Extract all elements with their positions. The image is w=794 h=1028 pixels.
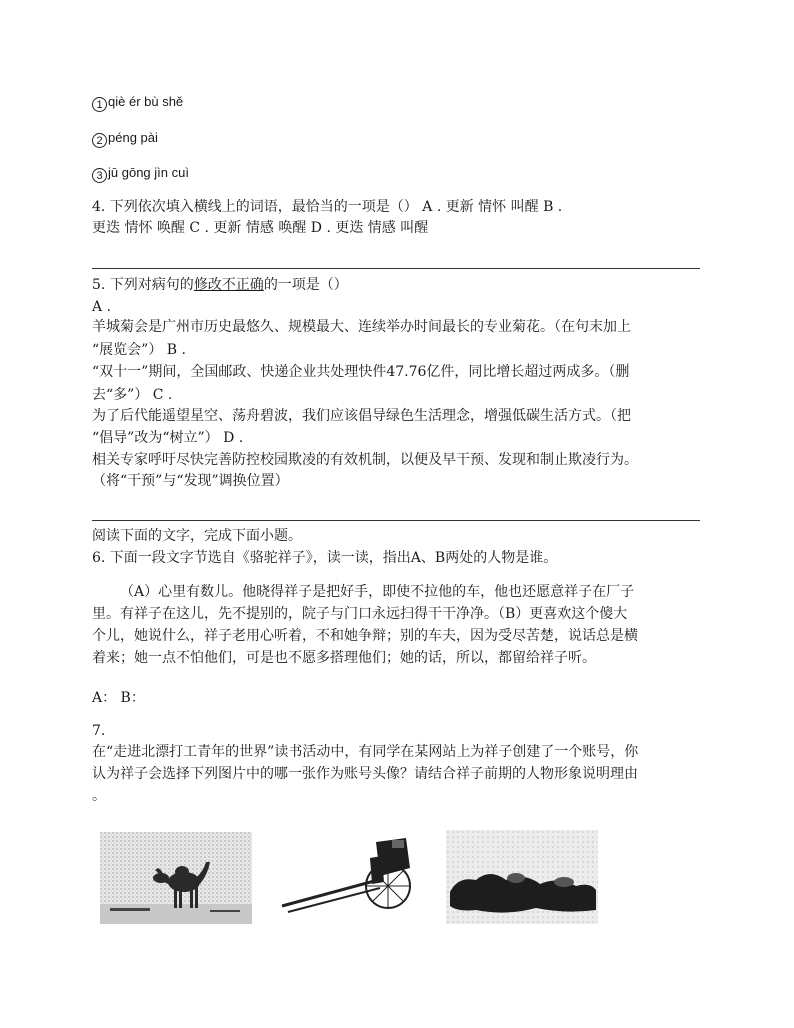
reading-intro: 阅读下面的文字，完成下面小题。 bbox=[92, 528, 302, 544]
passage-line-1: （A）心里有数儿。他晓得祥子是把好手，即使不拉他的车，他也还愿意祥子在厂子 bbox=[120, 584, 635, 600]
smoke-image[interactable] bbox=[446, 830, 598, 924]
q5-line-5: 为了后代能遥望星空、荡舟碧波，我们应该倡导绿色生活理念，增强低碳生活方式。（把 bbox=[92, 408, 631, 424]
q5-line-3: “双十一”期间，全国邮政、快递企业共处理快件47.76亿件，同比增长超过两成多。（删 bbox=[92, 364, 630, 380]
pinyin-text-2: péng pài bbox=[108, 130, 158, 145]
q5-line-6: “倡导”改为“树立”） D . bbox=[92, 430, 244, 446]
pinyin-item-3 bbox=[92, 163, 189, 183]
pinyin-item-2 bbox=[92, 128, 158, 148]
circled-number-1: 1 bbox=[92, 97, 107, 112]
circled-number-3: 3 bbox=[92, 168, 107, 183]
passage-line-4: 着来；她一点不怕他们，可是也不愿多搭理他们；她的话，所以，都留给祥子听。 bbox=[92, 650, 596, 666]
passage-line-2: 里。有祥子在这儿，先不提别的，院子与门口永远扫得干干净净。（B）更喜欢这个傻大 bbox=[92, 606, 628, 622]
divider-2 bbox=[92, 520, 700, 521]
q4-line-2: 更迭 情怀 唤醒 C . 更新 情感 唤醒 D . 更迭 情感 叫醒 bbox=[92, 220, 429, 236]
rickshaw-image[interactable] bbox=[278, 828, 428, 923]
smoke-illustration bbox=[446, 830, 598, 924]
q7-line-3: 。 bbox=[92, 788, 106, 804]
passage-line-3: 个儿，她说什么，祥子老用心听着，不和她争辩；别的车夫，因为受尽苦楚，说话总是横 bbox=[92, 628, 638, 644]
q5-option-a-label: A . bbox=[92, 299, 112, 315]
q5-line-2: “展览会”） B . bbox=[92, 342, 186, 358]
pinyin-text-1: qiè ér bù shě bbox=[108, 94, 184, 109]
q6-answer-line: A： B： bbox=[92, 690, 145, 706]
q6-stem: 6. 下面一段文字节选自《骆驼祥子》，读一读，指出A、B两处的人物是谁。 bbox=[92, 550, 558, 566]
pinyin-text-3: jū gōng jìn cuì bbox=[108, 165, 189, 180]
q7-line-1: 在“走进北漂打工青年的世界”读书活动中，有同学在某网站上为祥子创建了一个账号，你 bbox=[92, 744, 639, 760]
q7-line-2: 认为祥子会选择下列图片中的哪一张作为账号头像？请结合祥子前期的人物形象说明理由 bbox=[92, 766, 638, 782]
q5-stem-prefix: 5. 下列对病句的 bbox=[92, 277, 194, 293]
camel-illustration bbox=[100, 832, 252, 924]
camel-image[interactable] bbox=[100, 832, 252, 924]
q5-line-7: 相关专家呼吁尽快完善防控校园欺凌的有效机制，以便及早干预、发现和制止欺凌行为。 bbox=[92, 452, 638, 468]
q4-line-1: 4. 下列依次填入横线上的词语，最恰当的一项是（） A . 更新 情怀 叫醒 B . bbox=[92, 199, 563, 215]
divider-1 bbox=[92, 268, 700, 269]
circled-number-2: 2 bbox=[92, 133, 107, 148]
pinyin-item-1 bbox=[92, 92, 183, 112]
rickshaw-illustration bbox=[278, 828, 428, 923]
q5-line-4: 去“多”） C . bbox=[92, 387, 173, 403]
q5-stem-underlined: 修改不正确 bbox=[193, 277, 264, 293]
q5-line-8: （将“干预”与“发现”调换位置） bbox=[92, 473, 289, 489]
q5-stem bbox=[92, 275, 348, 295]
q7-number: 7. bbox=[92, 723, 106, 739]
reading-passage bbox=[92, 581, 702, 669]
q5-line-1: 羊城菊会是广州市历史最悠久、规模最大、连续举办时间最长的专业菊花。（在句末加上 bbox=[92, 319, 631, 335]
q5-stem-suffix: 的一项是（） bbox=[263, 277, 348, 293]
